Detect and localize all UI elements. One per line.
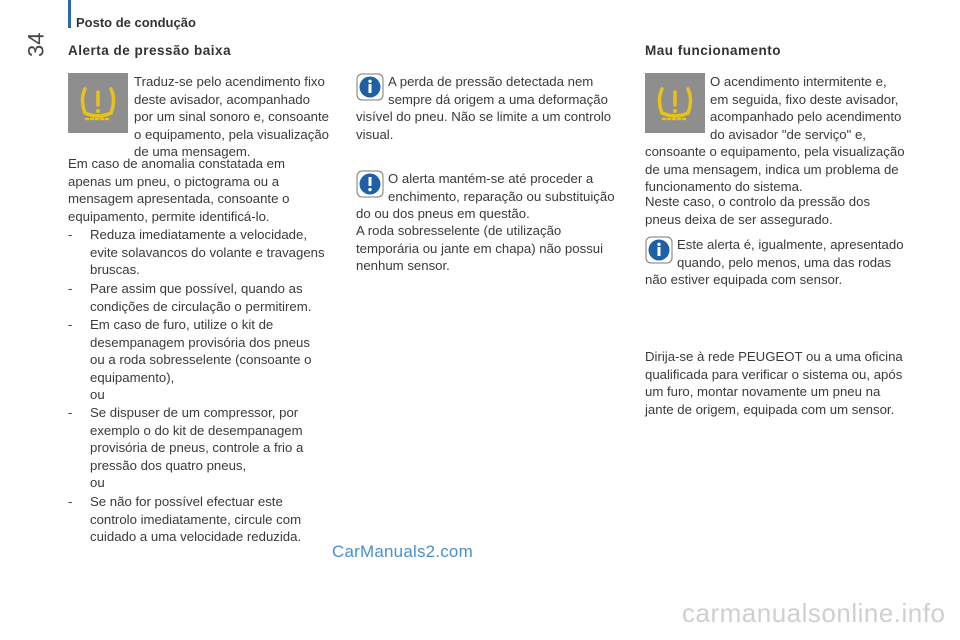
low-pressure-intro [134,73,329,161]
text-line: do avisador "de serviço" e, [710,126,866,142]
text-line: ou a roda sobresselente (consoante o [90,352,312,367]
malfunction-intro [645,73,930,196]
text-line: ou [90,475,105,490]
list-item-text [90,493,350,546]
list-item-text [90,316,350,386]
text-line: quando, pelo menos, uma das rodas [677,254,892,270]
list-dash: - [68,281,73,296]
text-line: equipamento, permite identificá-lo. [68,208,270,224]
text-line: O alerta mantém-se até proceder a [388,171,594,186]
text-line: visual. [356,126,394,142]
text-line: por um sinal sonoro e, consoante [134,109,329,124]
list-dash: - [68,227,73,242]
text-line: consoante o equipamento, pela visualização [645,144,905,159]
section-marker-bar [68,0,71,28]
spare-wheel-note [356,222,636,275]
text-line: deste avisador, acompanhado [134,91,310,107]
page-number: 34 [23,32,49,57]
text-line: bruscas. [90,262,140,277]
text-line: evite solavancos do volante e travagens [90,244,325,260]
text-line: controlo imediatamente, circule com [90,511,302,527]
text-line: Em caso de furo, utilize o kit de [90,317,274,332]
text-line: do ou dos pneus em questão. [356,206,530,221]
text-line: qualificada para verificar o sistema ou, após [645,366,903,382]
text-line: enchimento, reparação ou substituição [388,188,615,204]
text-line: de uma mensagem. [134,144,251,159]
text-line: equipamento), [90,369,175,385]
text-line: condições de circulação o permitirem. [90,298,312,314]
list-item-text [90,386,350,404]
text-line: temporária ou jante em chapa) não possui [356,240,604,256]
heading-low-pressure: Alerta de pressão baixa [68,43,232,58]
list-item-text [90,404,350,474]
list-item-text [90,280,350,315]
watermark-carmanualsonline: carmanualsonline.info [682,598,946,628]
text-line: exemplo o do kit de desempanagem [90,422,303,438]
heading-malfunction: Mau funcionamento [645,43,781,58]
text-line: não estiver equipada com sensor. [645,272,843,287]
text-line: Pare assim que possível, quando as [90,281,303,296]
text-line: A perda de pressão detectada nem [388,74,594,89]
text-line: Se dispuser de um compressor, por [90,405,299,420]
list-dash: - [68,317,73,332]
text-line: Reduza imediatamente a velocidade, [90,227,307,242]
text-line: Se não for possível efectuar este [90,494,283,509]
text-line: funcionamento do sistema. [645,179,803,194]
anomaly-paragraph [68,155,289,225]
list-dash: - [68,405,73,420]
text-line: sempre dá origem a uma deformação [388,91,608,107]
text-line: apenas um pneu, o pictograma ou a [68,173,280,189]
text-line: visível do pneu. Não se limite a um controlo [356,109,612,124]
no-sensor-info [645,236,930,289]
text-line: O acendimento intermitente e, [710,74,887,89]
text-line: jante de origem, equipada com um sensor. [645,401,895,417]
malfunction-consequence [645,193,930,228]
list-item-text [90,226,350,279]
text-line: de uma mensagem, indica um problema de [645,161,899,177]
text-line: Traduz-se pelo acendimento fixo [134,74,325,89]
watermark-carmanuals2[interactable]: CarManuals2.com [332,542,473,561]
text-line: ou [90,387,105,402]
dealer-advice [645,348,930,418]
section-title: Posto de condução [76,15,196,30]
text-line: cuidado a uma velocidade reduzida. [90,529,302,544]
info-pressure-loss [356,73,636,143]
text-line: o equipamento, pela visualização [134,126,330,142]
text-line: pneus deixa de ser assegurado. [645,211,833,227]
text-line: Dirija-se à rede PEUGEOT ou a uma oficina [645,349,903,364]
text-line: mensagem apresentada, consoante o [68,191,290,206]
alert-persistence [356,170,636,223]
text-line: Neste caso, o controlo da pressão dos [645,194,871,209]
text-line: um furo, montar novamente um pneu na [645,384,881,399]
list-item-text [90,474,350,492]
text-line: A roda sobresselente (de utilização [356,223,562,238]
text-line: Este alerta é, igualmente, apresentado [677,237,904,252]
text-line: Em caso de anomalia constatada em [68,156,285,171]
tpms-warning-icon [68,73,128,133]
text-line: pressão dos quatro pneus, [90,457,247,473]
list-dash: - [68,494,73,509]
text-line: desempanagem provisória dos pneus [90,334,310,350]
text-line: em seguida, fixo deste avisador, [710,91,899,107]
text-line: provisória de pneus, controle a frio a [90,440,304,455]
text-line: acompanhado pelo acendimento [710,109,902,124]
text-line: nenhum sensor. [356,258,450,273]
